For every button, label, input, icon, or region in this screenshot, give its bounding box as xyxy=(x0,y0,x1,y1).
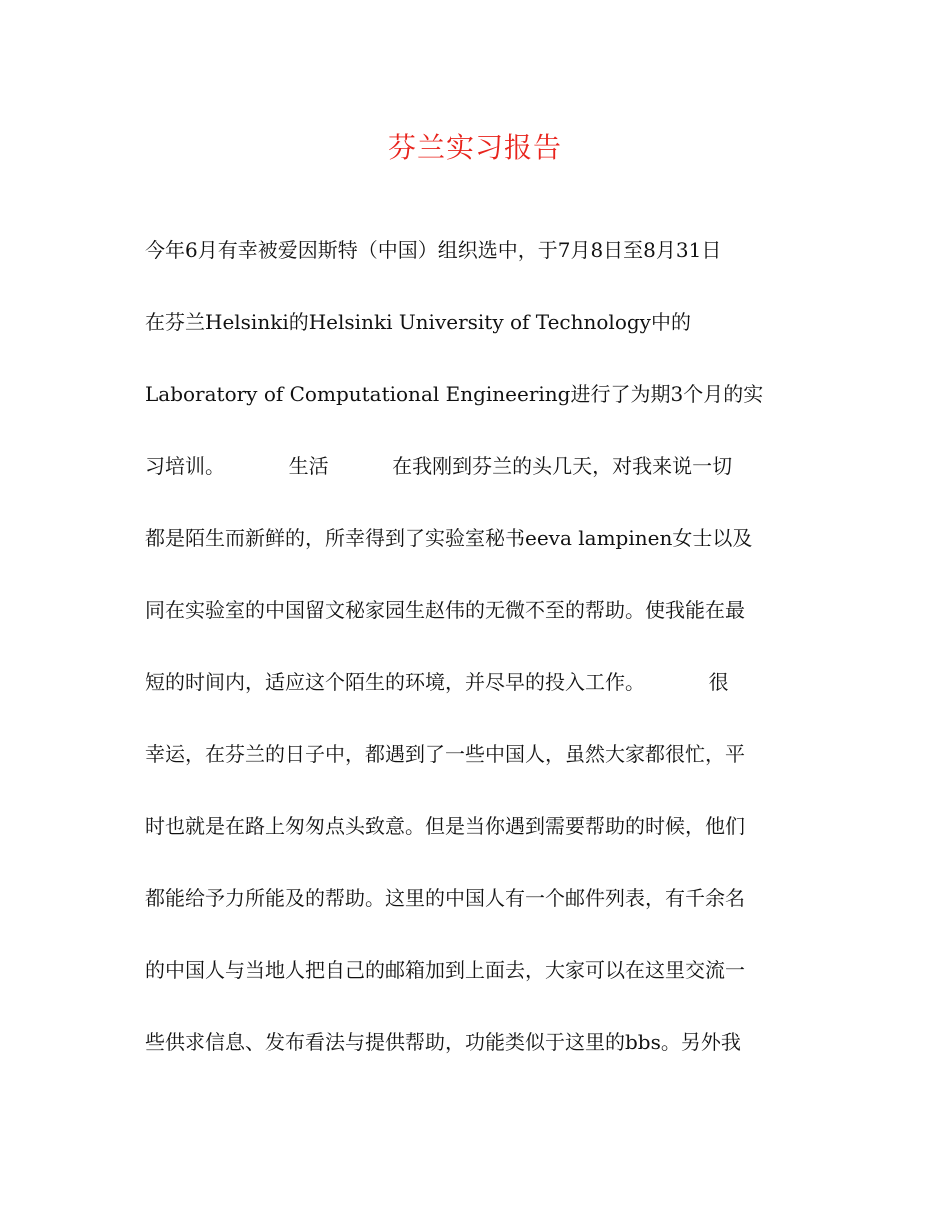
body-line-7: 短的时间内，适应这个陌生的环境，并尽早的投入工作。 很 xyxy=(145,670,729,694)
body-line-5: 都是陌生而新鲜的，所幸得到了实验室秘书eeva lampinen女士以及 xyxy=(145,526,753,550)
document-title: 芬兰实习报告 xyxy=(387,131,562,164)
body-line-11: 的中国人与当地人把自己的邮箱加到上面去，大家可以在这里交流一 xyxy=(145,958,745,982)
body-line-1: 今年6月有幸被爱因斯特（中国）组织选中，于7月8日至8月31日 xyxy=(145,238,722,262)
body-line-8: 幸运，在芬兰的日子中，都遇到了一些中国人，虽然大家都很忙，平 xyxy=(145,742,745,766)
body-line-3: Laboratory of Computational Engineering进行了为期3个月的实 xyxy=(145,382,764,406)
body-line-9: 时也就是在路上匆匆点头致意。但是当你遇到需要帮助的时候，他们 xyxy=(145,814,745,838)
body-line-2: 在芬兰Helsinki的Helsinki University of Technology中的 xyxy=(145,310,691,334)
body-line-4: 习培训。 生活 在我刚到芬兰的头几天，对我来说一切 xyxy=(145,454,733,478)
body-line-6: 同在实验室的中国留文秘家园生赵伟的无微不至的帮助。使我能在最 xyxy=(145,598,745,622)
body-line-10: 都能给予力所能及的帮助。这里的中国人有一个邮件列表，有千余名 xyxy=(145,886,745,910)
body-line-12: 些供求信息、发布看法与提供帮助，功能类似于这里的bbs。另外我 xyxy=(145,1030,741,1054)
